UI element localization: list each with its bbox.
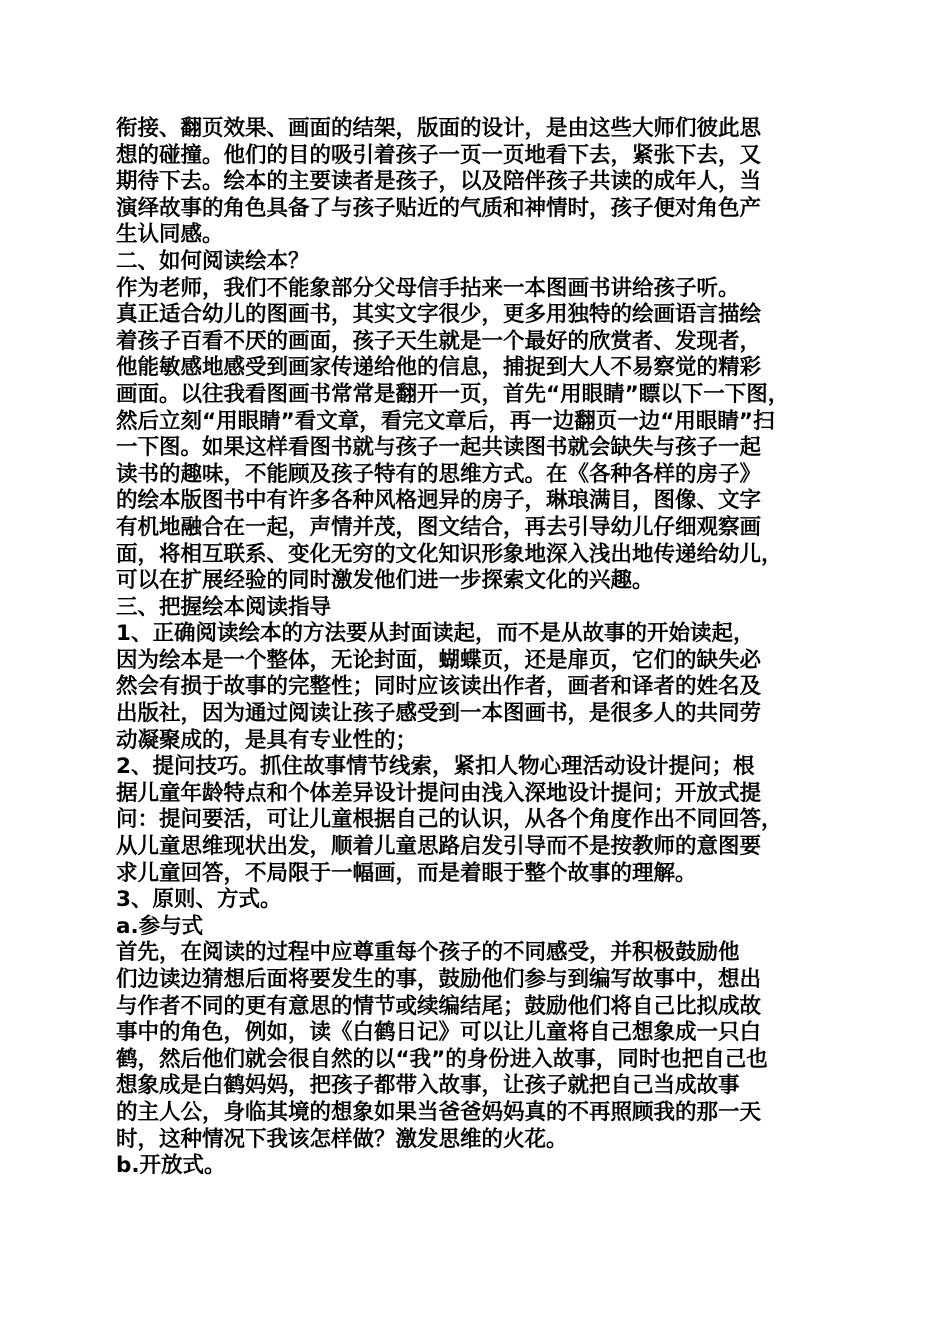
subsection-heading: a.参与式 <box>116 913 204 939</box>
text-line: 们边读边猜想后面将要发生的事，鼓励他们参与到编写故事中，想出 <box>116 967 762 992</box>
text-line: 问：提问要活，可让儿童根据自己的认识，从各个角度作出不同回答， <box>116 807 783 833</box>
text-line: 想象成是白鹤妈妈，把孩子都带入故事，让孩子就把自己当成故事 <box>116 1073 740 1099</box>
text-line: 鹤，然后他们就会很自然的以“我”的身份进入故事，同时也把自己也 <box>116 1046 768 1072</box>
text-line: 可以在扩展经验的同时激发他们进一步探索文化的兴趣。 <box>116 568 654 594</box>
text-line: 画面。以往我看图画书常常是翻开一页，首先“用眼睛”瞟以下一下图， <box>116 381 790 407</box>
text-line: 他能敏感地感受到画家传递给他的信息，捕捉到大人不易察觉的精彩 <box>116 355 762 381</box>
text-line: 3、原则、方式。 <box>116 887 282 913</box>
text-line: 衔接、翻页效果、画面的结架，版面的设计，是由这些大师们彼此思 <box>116 116 762 141</box>
text-line: 有机地融合在一起，声情并茂，图文结合，再去引导幼儿仔细观察画 <box>116 514 762 540</box>
text-line: 真正适合幼儿的图画书，其实文字很少，更多用独特的绘画语言描绘 <box>116 302 762 328</box>
subsection-heading: b.开放式。 <box>116 1153 226 1179</box>
text-line: 求儿童回答，不局限于一幅画，而是着眼于整个故事的理解。 <box>116 860 697 886</box>
text-line: 演绎故事的角色具备了与孩子贴近的气质和神情时，孩子便对角色产 <box>116 195 762 221</box>
section-heading: 三、把握绘本阅读指导 <box>116 594 332 620</box>
text-line: 与作者不同的更有意思的情节或续编结尾；鼓励他们将自己比拟成故 <box>116 993 762 1019</box>
text-line: 从儿童思维现状出发，顺着儿童思路启发引导而不是按教师的意图要 <box>116 834 762 860</box>
text-line: 出版社，因为通过阅读让孩子感受到一本图画书，是很多人的共同劳 <box>116 701 762 727</box>
text-line: 着孩子百看不厌的画面，孩子天生就是一个最好的欣赏者、发现者， <box>116 328 762 354</box>
text-line: 读书的趣味，不能顾及孩子特有的思维方式。在《各种各样的房子》 <box>116 461 762 487</box>
text-line: 动凝聚成的，是具有专业性的； <box>116 727 418 753</box>
text-line: 的主人公，身临其境的想象如果当爸爸妈妈真的不再照顾我的那一天 <box>116 1099 762 1125</box>
text-line: 想的碰撞。他们的目的吸引着孩子一页一页地看下去，紧张下去，又 <box>116 142 762 168</box>
text-line: 因为绘本是一个整体，无论封面，蝴蝶页，还是扉页，它们的缺失必 <box>116 647 762 673</box>
text-line: 作为老师，我们不能象部分父母信手拈来一本图画书讲给孩子听。 <box>116 275 740 301</box>
text-line: 据儿童年龄特点和个体差异设计提问由浅入深地设计提问；开放式提 <box>116 780 762 806</box>
section-heading: 二、如何阅读绘本？ <box>116 248 310 274</box>
text-line: 生认同感。 <box>116 222 224 248</box>
text-line: 然后立刻“用眼睛”看文章，看完文章后，再一边翻页一边“用眼睛”扫 <box>116 408 775 434</box>
text-line: 1、正确阅读绘本的方法要从封面读起，而不是从故事的开始读起， <box>116 621 755 647</box>
text-line: 面，将相互联系、变化无穷的文化知识形象地深入浅出地传递给幼儿， <box>116 541 783 567</box>
text-line: 一下图。如果这样看图书就与孩子一起共读图书就会缺失与孩子一起 <box>116 435 762 461</box>
text-line: 事中的角色，例如，读《白鹤日记》可以让儿童将自己想象成一只白 <box>116 1020 762 1046</box>
text-line: 时，这种情况下我该怎样做？激发思维的火花。 <box>116 1126 568 1152</box>
text-line: 2、提问技巧。抓住故事情节线索，紧扣人物心理活动设计提问；根 <box>116 754 755 780</box>
document-body <box>116 116 851 1180</box>
text-line: 期待下去。绘本的主要读者是孩子，以及陪伴孩子共读的成年人，当 <box>116 169 762 195</box>
text-line: 首先，在阅读的过程中应尊重每个孩子的不同感受，并积极鼓励他 <box>116 940 740 966</box>
text-line: 然会有损于故事的完整性；同时应该读出作者，画者和译者的姓名及 <box>116 674 762 700</box>
text-line: 的绘本版图书中有许多各种风格迥异的房子，琳琅满目，图像、文字 <box>116 488 762 514</box>
